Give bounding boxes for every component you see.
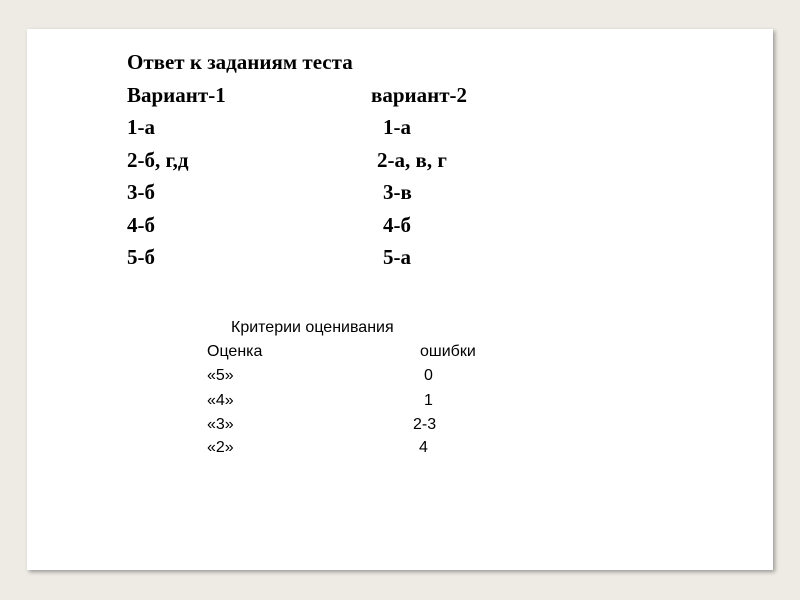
- grade-3: «3»: [207, 416, 234, 433]
- grade-4: «4»: [207, 392, 234, 409]
- errors-grade-2: 4: [419, 439, 428, 456]
- grade-2: «2»: [207, 439, 234, 456]
- variant-1-answer-3: 3-б: [127, 180, 155, 204]
- variant-2-answer-2: 2-а, в, г: [377, 148, 447, 172]
- variant-1-answer-4: 4-б: [127, 213, 155, 237]
- errors-grade-4: 1: [424, 392, 433, 409]
- variant-2-answer-5: 5-а: [383, 245, 411, 269]
- grade-5: «5»: [207, 367, 234, 384]
- variant-1-answer-5: 5-б: [127, 245, 155, 269]
- variant-2-header: вариант-2: [371, 83, 468, 107]
- variant-1-answer-1: 1-а: [127, 115, 155, 139]
- variant-2-answer-1: 1-а: [383, 115, 411, 139]
- variant-1-header: Вариант-1: [127, 83, 226, 107]
- variant-1-answer-2: 2-б, г,д: [127, 148, 189, 172]
- errors-header: ошибки: [420, 343, 476, 360]
- errors-grade-5: 0: [424, 367, 433, 384]
- criteria-title: Критерии оценивания: [231, 319, 394, 336]
- variant-2-answer-4: 4-б: [383, 213, 411, 237]
- answers-title: Ответ к заданиям теста: [127, 50, 353, 74]
- slide: [27, 29, 773, 570]
- variant-2-answer-3: 3-в: [383, 180, 412, 204]
- grade-header: Оценка: [207, 343, 263, 360]
- errors-grade-3: 2-3: [413, 416, 437, 433]
